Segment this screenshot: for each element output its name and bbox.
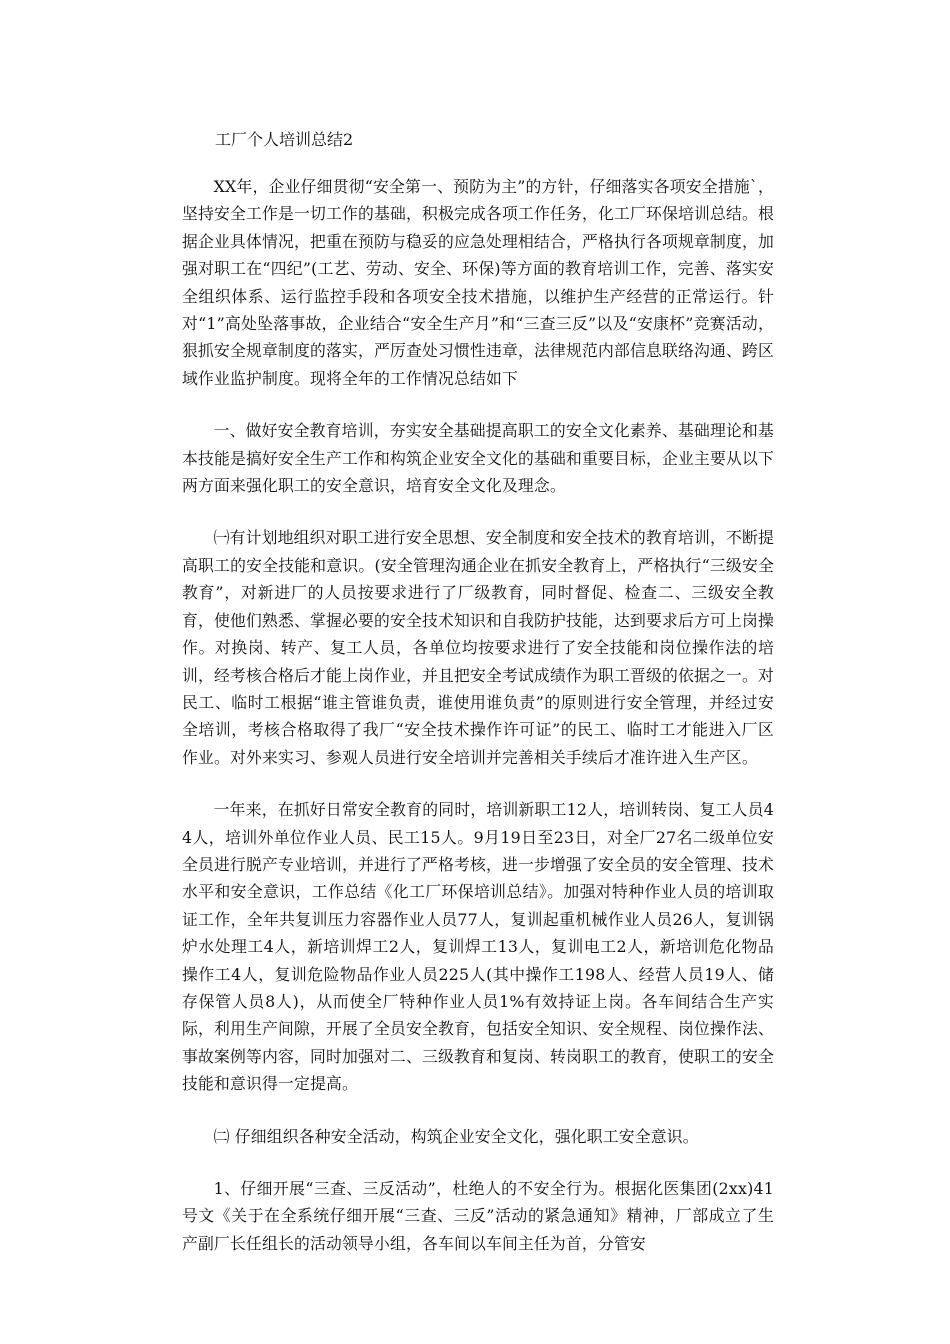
paragraph-subsection-2: ㈡ 仔细组织各种安全活动，构筑企业安全文化，强化职工安全意识。 [213,1126,699,1146]
paragraph-intro: XX年，企业仔细贯彻“安全第一、预防为主”的方针，仔细落实各项安全措施`，坚持安全工作是一切工作的基础，积极完成各项工作任务，化工厂环保培训总结。根据企业具体情况，把重在预防与稳妥的应急处理相结合，严格执行各项规章制度，加强对职工在“四纪”(工艺、劳动、安全、环保)等方面的教育培训工作，完善、落实安全组织体系、运行监控手段和各项安全技术措施，以维护生产经营的正常运行。针对“1”高处坠落事故，企业结合“安全生产月”和“三查三反”以及“安康杯”竞赛活动，狠抓安全规章制度的落实，严厉查处习惯性违章，法律规范内部信息联络沟通、跨区域作业监护制度。现将全年的工作情况总结如下 [182,177,774,388]
document-body [182,173,774,1282]
paragraph-section-1: 一、做好安全教育培训，夯实安全基础提高职工的安全文化素养、基础理论和基本技能是搞好安全生产工作和构筑企业安全文化的基础和重要目标，企业主要从以下两方面来强化职工的安全意识，培育安全文化及理念。 [182,421,774,496]
paragraph-item-1: 1、仔细开展“三查、三反活动”，杜绝人的不安全行为。根据化医集团(2xx)41号文《关于在全系统仔细开展“三查、三反”活动的紧急通知》精神，厂部成立了生产副厂长任组长的活动领导小组，各车间以车间主任为首，分管安 [182,1179,774,1253]
document-title: 工厂个人培训总结2 [215,130,354,149]
paragraph-subsection-1: ㈠有计划地组织对职工进行安全思想、安全制度和安全技术的教育培训，不断提高职工的安全技能和意识。(安全管理沟通企业在抓安全教育上，严格执行“三级安全教育”，对新进厂的人员按要求进行了厂级教育，同时督促、检查二、三级安全教育，使他们熟悉、掌握必要的安全技术知识和自我防护技能，达到要求后方可上岗操作。对换岗、转产、复工人员，各单位均按要求进行了安全技能和岗位操作法的培训，经考核合格后才能上岗作业，并且把安全考试成绩作为职工晋级的依据之一。对民工、临时工根据“谁主管谁负责，谁使用谁负责”的原则进行安全管理，并经过安全培训，考核合格取得了我厂“安全技术操作许可证”的民工、临时工才能进入厂区作业。对外来实习、参观人员进行安全培训并完善相关手续后才准许进入生产区。 [182,528,774,767]
paragraph-training-stats: 一年来，在抓好日常安全教育的同时，培训新职工12人，培训转岗、复工人员44人，培训外单位作业人员、民工15人。9月19日至23日，对全厂27名二级单位安全员进行脱产专业培训，并进行了严格考核，进一步增强了安全员的安全管理、技术水平和安全意识，工作总结《化工厂环保培训总结》。加强对特种作业人员的培训取证工作，全年共复训压力容器作业人员77人，复训起重机械作业人员26人，复训锅炉水处理工4人，新培训焊工2人，复训焊工13人，复训电工2人，新培训危化物品操作工4人，复训危险物品作业人员225人(其中操作工198人、经营人员19人、储存保管人员8人)，从而使全厂特种作业人员1%有效持证上岗。各车间结合生产实际，利用生产间隙，开展了全员安全教育，包括安全知识、安全规程、岗位操作法、事故案例等内容，同时加强对二、三级教育和复岗、转岗职工的教育，使职工的安全技能和意识得一定提高。 [182,800,774,1094]
